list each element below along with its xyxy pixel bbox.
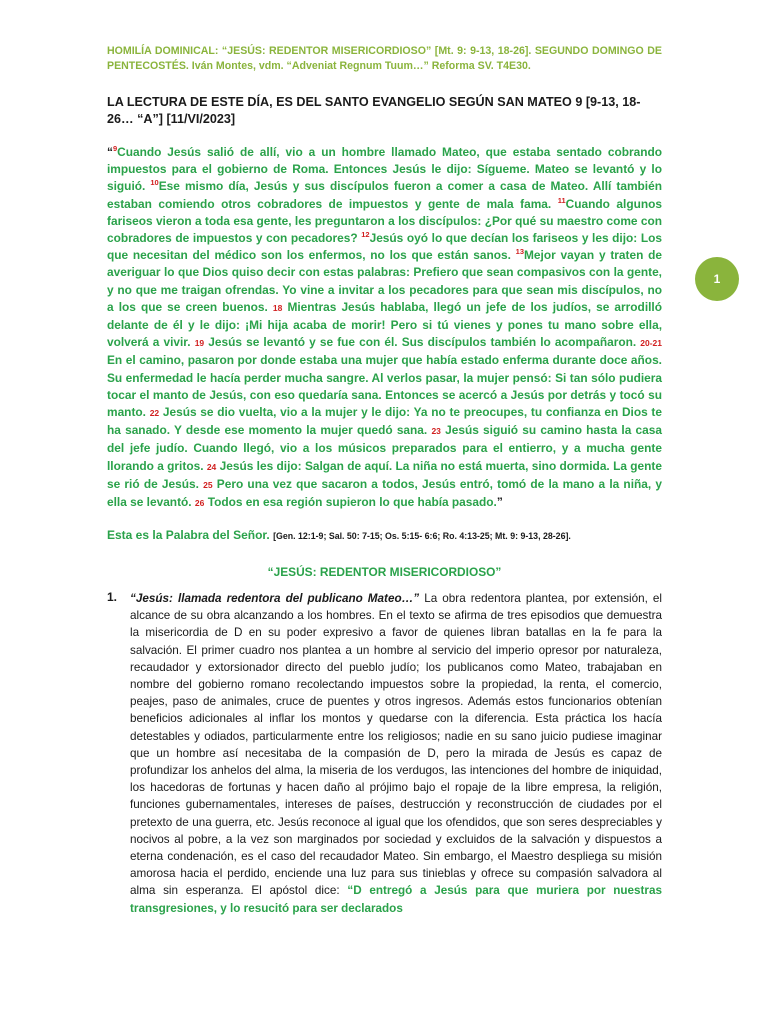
verse-text: Jesús oyó lo que decían los fariseos y les dijo: Los que necesitan del médico son los enfermos, no los que están sanos.: [107, 231, 663, 263]
word-of-lord: [107, 527, 662, 544]
close-quote: ”: [496, 495, 503, 510]
verse-text: Cuando algunos fariseos vieron a toda esa gente, les preguntaron a los discípulos: ¿Por qué su maestro come con cobradores de impuestos y con pecadores?: [107, 196, 662, 246]
page-number-badge: 1: [695, 257, 739, 301]
verse-number: 25: [203, 479, 213, 490]
verse-number: 20-21: [640, 338, 663, 349]
verse-text: Cuando Jesús salió de allí, vio a un hombre llamado Mateo, que estaba sentado cobrando impuestos para el gobierno de Roma. Entonces Jesús le dijo: Sígueme. Mateo se levantó y lo siguió.: [107, 145, 662, 194]
verse-number: 23: [431, 426, 441, 437]
document-header: HOMILÍA DOMINICAL: “JESÚS: REDENTOR MISERICORDIOSO” [Mt. 9: 9-13, 18-26]. SEGUNDO DOMINGO DE PENTECOSTÉS. Iván Montes, vdm. “Adveniat Regnum Tuum…” Reforma SV. T4E30.: [107, 45, 662, 72]
verse-number: 22: [149, 408, 160, 419]
item-body: [130, 590, 662, 917]
open-quote: “: [107, 145, 113, 159]
verse-text: En el camino, pasaron por donde estaba una mujer que había estado enferma durante doce años. Su enfermedad le hacía perder mucha sangre. Al verlos pasar, la mujer pensó: Si tan sólo pudiera tocar el manto de Jesús, con eso quedaría sana. Entonces se acercó a Jesús por detrás y tocó su manto.: [107, 353, 662, 420]
verse-text: Pero una vez que sacaron a todos, Jesús entró, tomó de la mano a la niña, y ella se levantó.: [107, 476, 662, 510]
verse-number: 11: [557, 195, 566, 205]
verse-number: 10: [150, 178, 159, 188]
verse-number: 13: [515, 247, 524, 257]
verse-text: Jesús se levantó y se fue con él. Sus discípulos también lo acompañaron.: [208, 335, 641, 350]
reading-heading: LA LECTURA DE ESTE DÍA, ES DEL SANTO EVANGELIO SEGÚN SAN MATEO 9 [9-13, 18-26… “A”] [11/VI/2023]: [107, 95, 641, 126]
verse-number: 18: [272, 302, 283, 313]
verse-number: 12: [361, 230, 370, 240]
item-lead: “Jesús: llamada redentora del publicano Mateo…”: [130, 592, 420, 605]
section-title: “JESÚS: REDENTOR MISERICORDIOSO”: [267, 565, 502, 579]
verse-text: Todos en esa región supieron lo que había pasado.: [207, 495, 497, 510]
verse-text: Jesús se dio vuelta, vio a la mujer y le dijo: Ya no te preocupes, tu confianza en Dios te ha sanado. Y desde ese momento la mujer quedó sana.: [107, 405, 662, 438]
gospel-passage: [107, 144, 662, 512]
verses-container: [107, 145, 662, 509]
verse-text: Jesús les dijo: Salgan de aquí. La niña no está muerta, sino dormida. La gente se rió de Jesús.: [107, 458, 662, 491]
verse-number: 9: [112, 144, 118, 154]
verse-text: Ese mismo día, Jesús y sus discípulos fueron a comer a casa de Mateo. Allí también estaban comiendo otros cobradores de impuestos y gente de mala fama.: [107, 179, 662, 211]
verse-text: Jesús siguió su camino hasta la casa del jefe judío. Cuando llegó, vio a los músicos preparados para el entierro, y a mucha gente llorando a gritos.: [107, 423, 663, 473]
word-of-lord-text: Esta es la Palabra del Señor.: [107, 528, 270, 542]
verse-text: Mientras Jesús hablaba, llegó un jefe de los judíos, se arrodilló delante de él y le dijo: ¡Mi hija acaba de morir! Pero si tú vienes y pones tu mano sobre ella, volverá a vivir.: [107, 299, 662, 350]
verse-number: 26: [194, 498, 205, 509]
scripture-references: [Gen. 12:1-9; Sal. 50: 7-15; Os. 5:15- 6:6; Ro. 4:13-25; Mt. 9: 9-13, 28-26].: [273, 531, 571, 541]
verse-number: 24: [206, 461, 217, 472]
item-quote: “D entregó a Jesús para que muriera por nuestras transgresiones, y lo resucitó para ser declarados: [130, 884, 662, 915]
verse-text: Mejor vayan y traten de averiguar lo que Dios quiso decir con estas palabras: Prefiero que sean compasivos con la gente, y no que me traigan ofrendas. Yo vine a invitar a los pecadores para que sean mis discípulos, no a los que se creen buenos.: [107, 248, 662, 314]
item-number: 1.: [107, 590, 118, 604]
verse-number: 19: [194, 338, 205, 349]
item-text: La obra redentora plantea, por extensión, el alcance de su obra alcanzando a los hombres. En el texto se afirma de tres episodios que demuestra la misericordia de D en su poder expresivo a favor de quienes libran batallas en la fe para la salvación. El primer cuadro nos plantea a un hombre al servicio del imperio opresor por naturaleza, recaudador y extorsionador directo del pueblo judío; los publicanos como Mateo, trabajaban en nombre del gobierno romano recolectando impuestos sobre la propiedad, la renta, el comercio, peajes, paso de animales, cruce de puentes y otros ingresos. Además estos funcionarios obtenían beneficios adicionales al inflar los montos y quedarse con la diferencia. Esta práctica los hacía detestables y odiados, particularmente entre los religiosos; nadie en su sano juicio pudiese imaginar que un hombre así necesitaba de la compasión de D, pero la mirada de Jesús es capaz de profundizar los anhelos del alma, la miseria de los verdugos, las intenciones del hombre de iniquidad, los hacedoras de fortunas y hacen daño al prójimo bajo el ropaje de la libre empresa, la religión, funciones gubernamentales, intereses de países, destrucción y reconstrucción de ciudades por el pretexto de una guerra, etc. Jesús reconoce al igual que los ofendidos, que son seres despreciables y nocivos al pobre, a la vez son marginados por sociedad y excluidos de la salvación y dispuestos a eterna condenación, es el caso del recaudador Mateo. Sin embargo, el Maestro despliega su misión amorosa hacia el perdido, enciende una luz para sus tinieblas y ofrece su compasión salvadora al alma sin esperanza. El apóstol dice:: [130, 592, 663, 898]
